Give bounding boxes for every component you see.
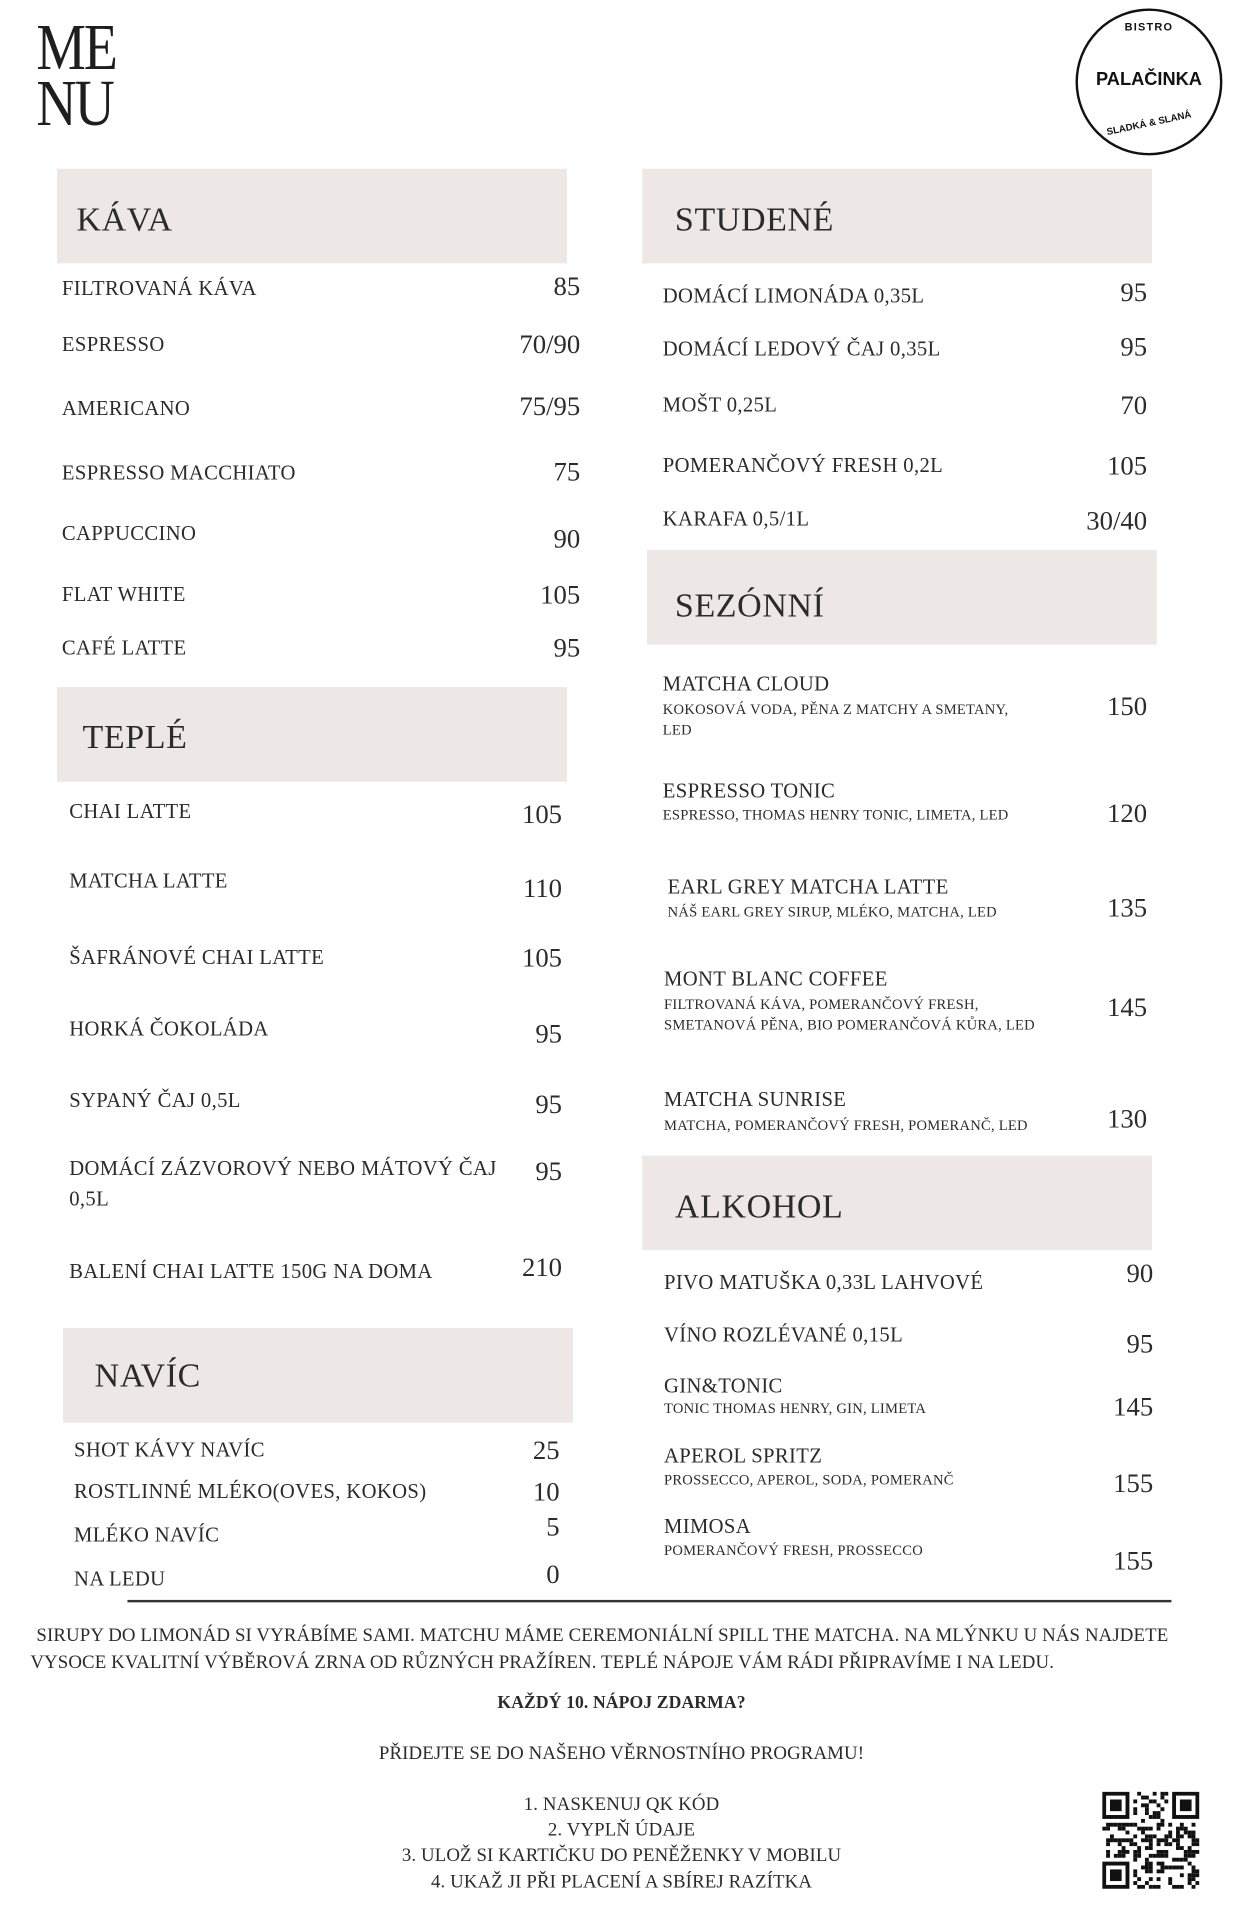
menu-item-price: 70 [1120,389,1148,421]
menu-item-price: 135 [1107,892,1148,923]
menu-item-name: POMERANČOVÝ FRESH 0,2L [662,453,944,478]
divider-line [127,1600,1171,1602]
menu-item-price: 155 [1113,1545,1154,1576]
menu-item-name: MLÉKO NAVÍC [74,1523,220,1547]
menu-item-name: MOŠT 0,25L [662,393,778,417]
loyalty-step: 2. VYPLŇ ÚDAJE [547,1819,696,1841]
menu-item-name: DOMÁCÍ LEDOVÝ ČAJ 0,35L [662,337,941,361]
menu-item-name: ŠAFRÁNOVÉ CHAI LATTE [69,945,325,969]
menu-item-description: TONIC THOMAS HENRY, GIN, LIMETA [664,1399,927,1417]
section-title-navic: NAVÍC [94,1357,201,1395]
loyalty-step: 1. NASKENUJ QK KÓD [523,1794,720,1815]
menu-item-name: BALENÍ CHAI LATTE 150G NA DOMA [69,1260,433,1284]
menu-item-price: 30/40 [1086,504,1148,536]
loyalty-join-text: PŘIDEJTE SE DO NAŠEHO VĚRNOSTNÍHO PROGRAMU! [378,1743,865,1764]
menu-item-price: 210 [521,1251,563,1282]
menu-item-name: ESPRESSO MACCHIATO [61,461,296,485]
menu-item-description: KOKOSOVÁ VODA, PĚNA Z MATCHY A SMETANY, [662,700,1009,718]
menu-item-name: MATCHA CLOUD [662,672,830,696]
menu-item-price: 95 [1120,331,1148,362]
menu-item-price: 95 [1120,276,1148,308]
loyalty-promo: KAŽDÝ 10. NÁPOJ ZDARMA? [497,1693,746,1713]
menu-item-name: VÍNO ROZLÉVANÉ 0,15L [664,1323,904,1347]
menu-item-name: GIN&TONIC [664,1374,783,1398]
menu-item-name: ROSTLINNÉ MLÉKO(OVES, KOKOS) [74,1479,427,1503]
menu-item-price: 85 [553,270,581,302]
menu-item-price: 105 [540,579,581,610]
menu-item-name: CHAI LATTE [69,799,192,824]
menu-item-description: PROSSECCO, APEROL, SODA, POMERANČ [664,1471,954,1489]
section-title-alkohol: ALKOHOL [674,1188,844,1227]
menu-item-description: LED [662,721,692,739]
menu-item-name: ESPRESSO [61,332,165,356]
menu-item-price: 25 [532,1434,560,1466]
menu-item-name: MONT BLANC COFFEE [664,967,888,991]
menu-item-price: 105 [521,798,563,830]
menu-item-description: POMERANČOVÝ FRESH, PROSSECCO [664,1541,923,1559]
menu-item-price: 155 [1113,1467,1154,1498]
menu-title-line2: NU [36,66,113,140]
menu-item-name: MATCHA LATTE [69,869,228,893]
menu-title-line1: ME [36,10,116,84]
menu-item-name: SHOT KÁVY NAVÍC [74,1438,265,1462]
bistro-logo [1076,8,1223,155]
footer-note-line2: VYSOCE KVALITNÍ VÝBĚROVÁ ZRNA OD RŮZNÝCH PRAŽÍREN. TEPLÉ NÁPOJE VÁM RÁDI PŘIPRAVÍME I NA LEDU. [30,1652,1055,1673]
menu-item-name: FLAT WHITE [61,582,186,606]
menu-item-name: MATCHA SUNRISE [664,1087,847,1111]
section-title-sezonni: SEZÓNNÍ [674,587,825,626]
loyalty-step: 4. UKAŽ JI PŘI PLACENÍ A SBÍREJ RAZÍTKA [430,1871,813,1893]
menu-item-name: KARAFA 0,5/1L [662,507,810,531]
section-title-studene: STUDENÉ [674,201,835,240]
menu-item-price: 105 [521,941,563,973]
menu-item-name: DOMÁCÍ ZÁZVOROVÝ NEBO MÁTOVÝ ČAJ 0,5L [69,1156,497,1211]
menu-item-price: 90 [1126,1257,1154,1288]
loyalty-step: 3. ULOŽ SI KARTIČKU DO PENĚŽENKY V MOBILU [401,1845,842,1866]
menu-item-description: ESPRESSO, THOMAS HENRY TONIC, LIMETA, LED [662,806,1009,824]
menu-item-price: 95 [553,632,581,663]
footer-note-line1: SIRUPY DO LIMONÁD SI VYRÁBÍME SAMI. MATCHU MÁME CEREMONIÁLNÍ SPILL THE MATCHA. NA MLÝNKU U NÁS NAJDETE [36,1625,1169,1647]
menu-item-description: MATCHA, POMERANČOVÝ FRESH, POMERANČ, LED [664,1116,1028,1134]
menu-item-price: 150 [1107,690,1148,722]
menu-item-name: MIMOSA [664,1514,752,1539]
menu-item-price: 95 [1126,1328,1154,1359]
menu-item-price: 145 [1107,991,1148,1023]
menu-item-description: FILTROVANÁ KÁVA, POMERANČOVÝ FRESH, [664,995,979,1013]
menu-item-price: 110 [522,872,563,904]
menu-item-price: 145 [1113,1391,1154,1422]
menu-item-name: FILTROVANÁ KÁVA [61,276,257,300]
menu-item-name: AMERICANO [61,396,191,421]
section-title-teple: TEPLÉ [82,718,188,757]
menu-item-price: 70/90 [519,328,581,360]
menu-item-price: 105 [1107,450,1148,481]
menu-item-name: ESPRESSO TONIC [662,779,836,803]
menu-item-price: 130 [1107,1103,1148,1134]
menu-item-price: 95 [535,1018,563,1049]
menu-item-price: 120 [1107,797,1148,828]
logo-name: PALAČINKA [1096,69,1202,90]
qr-code-icon[interactable] [1102,1792,1199,1889]
menu-item-price: 0 [546,1558,560,1589]
menu-item-name: DOMÁCÍ LIMONÁDA 0,35L [662,284,925,308]
menu-item-price: 5 [546,1511,560,1542]
menu-item-price: 95 [535,1155,563,1186]
menu-item-name: NA LEDU [74,1567,166,1591]
menu-item-name: CAPPUCCINO [61,521,197,546]
menu-item-description: NÁŠ EARL GREY SIRUP, MLÉKO, MATCHA, LED [667,903,997,921]
menu-item-price: 75/95 [519,390,581,422]
menu-item-name: SYPANÝ ČAJ 0,5L [69,1088,241,1112]
logo-bottom-text: SLADKÁ & SLANÁ [1105,108,1193,138]
menu-item-name: CAFÉ LATTE [61,636,187,660]
section-title-kava: KÁVA [76,201,173,240]
menu-item-name: APEROL SPRITZ [664,1444,823,1468]
logo-top-text: BISTRO [1124,20,1174,33]
menu-item-description: SMETANOVÁ PĚNA, BIO POMERANČOVÁ KŮRA, LED [664,1016,1035,1034]
menu-item-price: 95 [535,1088,563,1120]
menu-item-price: 75 [553,456,581,487]
menu-item-price: 10 [532,1476,560,1507]
menu-item-name: PIVO MATUŠKA 0,33L LAHVOVÉ [664,1270,984,1295]
menu-title [36,10,116,140]
menu-item-name: EARL GREY MATCHA LATTE [667,875,949,899]
menu-item-price: 90 [553,523,581,554]
menu-item-name: HORKÁ ČOKOLÁDA [69,1017,269,1041]
